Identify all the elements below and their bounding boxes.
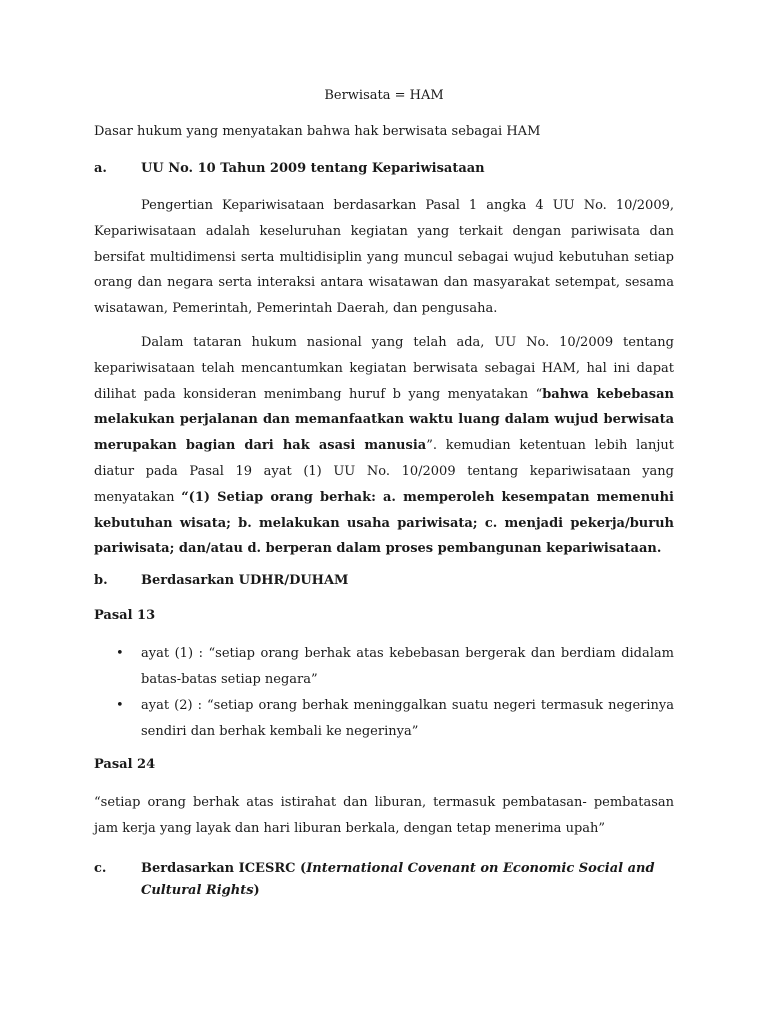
pasal-24-quote: “setiap orang berhak atas istirahat dan liburan, termasuk pembatasan- pembatasan jam kerja yang layak dan hari liburan berkala, dengan tetap menerima upah”	[94, 795, 674, 837]
section-c-title-prefix: Berdasarkan ICESRC (	[141, 860, 307, 876]
section-c-title-suffix: )	[253, 882, 260, 898]
para2-text-2: ”. kemudian ketentuan lebih lanjut diatur pada Pasal 19 ayat (1) UU No. 10/2009 tentang kepariwisataan yang menyatakan	[94, 438, 674, 505]
intro-text: Dasar hukum yang menyatakan bahwa hak berwisata sebagai HAM	[94, 124, 541, 139]
section-b-mark: b.	[94, 573, 108, 589]
pasal-13-heading: Pasal 13	[94, 608, 156, 624]
section-c-title	[141, 858, 674, 902]
list-item: • ayat (2) : “setiap orang berhak meninggalkan suatu negeri termasuk negerinya sendiri dan berhak kembali ke negerinya”	[94, 693, 674, 745]
section-c-mark: c.	[94, 860, 107, 876]
pasal-24-heading: Pasal 24	[94, 757, 156, 773]
section-a-mark: a.	[94, 161, 107, 176]
section-b-heading	[94, 570, 674, 592]
section-a-title: UU No. 10 Tahun 2009 tentang Kepariwisataan	[141, 161, 485, 176]
section-a-heading	[94, 158, 674, 180]
pasal-13-list	[94, 641, 674, 744]
para2-bold-quote: bahwa kebebasan melakukan perjalanan dan memanfaatkan waktu luang dalam wujud berwisata merupakan bagian dari hak asasi manusia	[94, 386, 674, 454]
list-item: • ayat (1) : “setiap orang berhak atas kebebasan bergerak dan berdiam didalam batas-batas setiap negara”	[94, 641, 674, 693]
section-a-paragraph-1: Pengertian Kepariwisataan berdasarkan Pasal 1 angka 4 UU No. 10/2009, Kepariwisataan adalah keseluruhan kegiatan yang terkait dengan pariwisata dan bersifat multidimensi serta multidisiplin yang muncul sebagai wujud kebutuhan setiap orang dan negara serta interaksi antara wisatawan dan masyarakat setempat, sesama wisatawan, Pemerintah, Pemerintah Daerah, dan pengusaha.	[94, 198, 674, 317]
para2-text-1: Dalam tataran hukum nasional yang telah ada, UU No. 10/2009 tentang kepariwisataan telah mencantumkan kegiatan berwisata sebagai HAM, hal ini dapat dilihat pada konsideran menimbang huruf b yang menyatakan “	[94, 334, 674, 402]
para2-bold-pasal19: “(1) Setiap orang berhak: a. memperoleh kesempatan memenuhi kebutuhan wisata; b. melakukan usaha pariwisata; c. menjadi pekerja/buruh pariwisata; dan/atau d. berperan dalam proses pembangunan kepariwisataan.	[94, 489, 674, 557]
section-c-heading	[94, 858, 674, 902]
document-title: Berwisata = HAM	[324, 88, 444, 103]
section-c-title-italic: International Covenant on Economic Social and Cultural Rights	[141, 860, 655, 898]
section-a-paragraph-2	[94, 330, 674, 562]
section-b-title: Berdasarkan UDHR/DUHAM	[141, 573, 349, 589]
